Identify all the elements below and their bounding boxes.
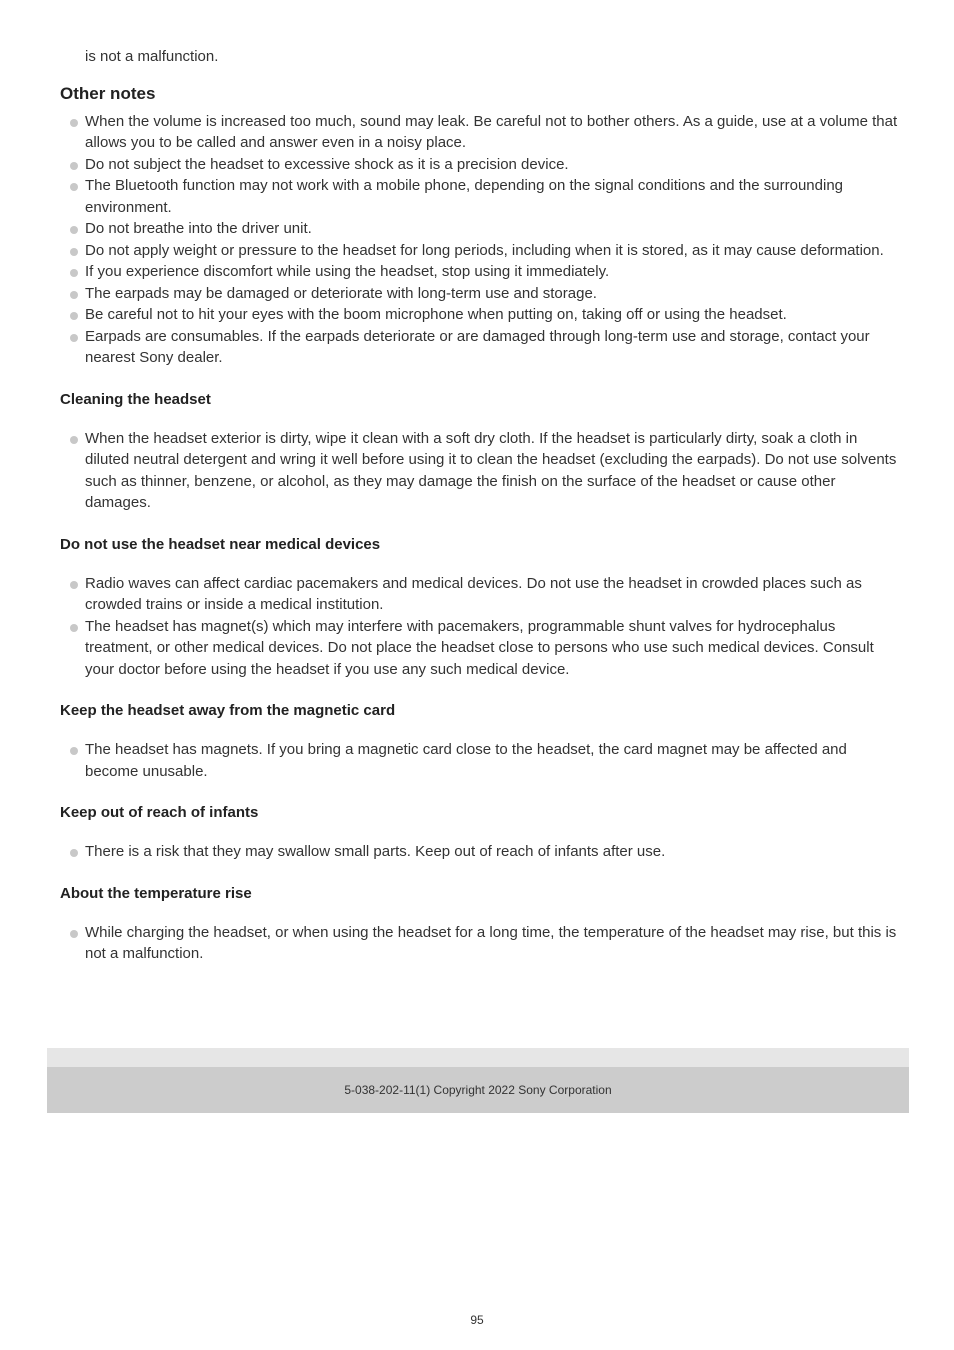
list-item: Do not subject the headset to excessive shock as it is a precision device. — [60, 154, 900, 176]
list-item: There is a risk that they may swallow small parts. Keep out of reach of infants after use. — [60, 841, 900, 863]
page-content — [60, 46, 900, 985]
list-item: When the headset exterior is dirty, wipe it clean with a soft dry cloth. If the headset is particularly dirty, soak a cloth in diluted neutral detergent and wring it well before using it to clean the headset (excluding the earpads). Do not use solvents such as thinner, benzene, or alcohol, as they may damage the finish on the surface of the headset or cause other damages. — [60, 428, 900, 514]
page-number: 95 — [470, 1313, 484, 1327]
bullet-icon — [70, 930, 78, 938]
bullet-icon — [70, 291, 78, 299]
cleaning-list — [60, 428, 900, 514]
list-item: The Bluetooth function may not work with a mobile phone, depending on the signal conditions and the surrounding environment. — [60, 175, 900, 218]
list-item: Earpads are consumables. If the earpads deteriorate or are damaged through long-term use and storage, contact your nearest Sony dealer. — [60, 326, 900, 369]
list-item: The headset has magnet(s) which may interfere with pacemakers, programmable shunt valves for hydrocephalus treatment, or other medical devices. Do not place the headset close to persons who use such medical devices. Consult your doctor before using the headset if you use any such medical device. — [60, 616, 900, 681]
list-item: When the volume is increased too much, sound may leak. Be careful not to bother others. As a guide, use at a volume that allows you to be called and answer even in a noisy place. — [60, 111, 900, 154]
bullet-icon — [70, 581, 78, 589]
cleaning-heading: Cleaning the headset — [60, 390, 211, 408]
list-item: Radio waves can affect cardiac pacemakers and medical devices. Do not use the headset in crowded places such as crowded trains or inside a medical institution. — [60, 573, 900, 616]
bullet-icon — [70, 624, 78, 632]
bullet-icon — [70, 183, 78, 191]
bullet-icon — [70, 269, 78, 277]
footer-band — [47, 1048, 909, 1067]
bullet-icon — [70, 162, 78, 170]
bullet-icon — [70, 849, 78, 857]
footer-bar — [47, 1048, 909, 1113]
infants-heading: Keep out of reach of infants — [60, 804, 259, 821]
continued-text: is not a malfunction. — [85, 48, 219, 65]
magnetic-card-list — [60, 739, 900, 782]
list-item: Do not apply weight or pressure to the headset for long periods, including when it is stored, as it may cause deformation. — [60, 240, 900, 262]
infants-list — [60, 841, 900, 863]
list-item: The earpads may be damaged or deteriorate with long-term use and storage. — [60, 283, 900, 305]
other-notes-heading: Other notes — [60, 83, 156, 103]
bullet-icon — [70, 334, 78, 342]
magnetic-card-heading: Keep the headset away from the magnetic card — [60, 702, 396, 719]
medical-devices-heading: Do not use the headset near medical devices — [60, 535, 381, 553]
other-notes-list — [60, 111, 900, 369]
medical-devices-list — [60, 573, 900, 681]
copyright-text: 5-038-202-11(1) Copyright 2022 Sony Corporation — [344, 1083, 612, 1097]
list-item: The headset has magnets. If you bring a magnetic card close to the headset, the card magnet may be affected and become unusable. — [60, 739, 900, 782]
bullet-icon — [70, 747, 78, 755]
bullet-icon — [70, 436, 78, 444]
bullet-icon — [70, 119, 78, 127]
list-item: While charging the headset, or when using the headset for a long time, the temperature of the headset may rise, but this is not a malfunction. — [60, 922, 900, 965]
bullet-icon — [70, 312, 78, 320]
temperature-heading: About the temperature rise — [60, 884, 252, 902]
list-item: If you experience discomfort while using the headset, stop using it immediately. — [60, 261, 900, 283]
temperature-list — [60, 922, 900, 965]
list-item: Be careful not to hit your eyes with the boom microphone when putting on, taking off or using the headset. — [60, 304, 900, 326]
bullet-icon — [70, 248, 78, 256]
list-item: Do not breathe into the driver unit. — [60, 218, 900, 240]
bullet-icon — [70, 226, 78, 234]
